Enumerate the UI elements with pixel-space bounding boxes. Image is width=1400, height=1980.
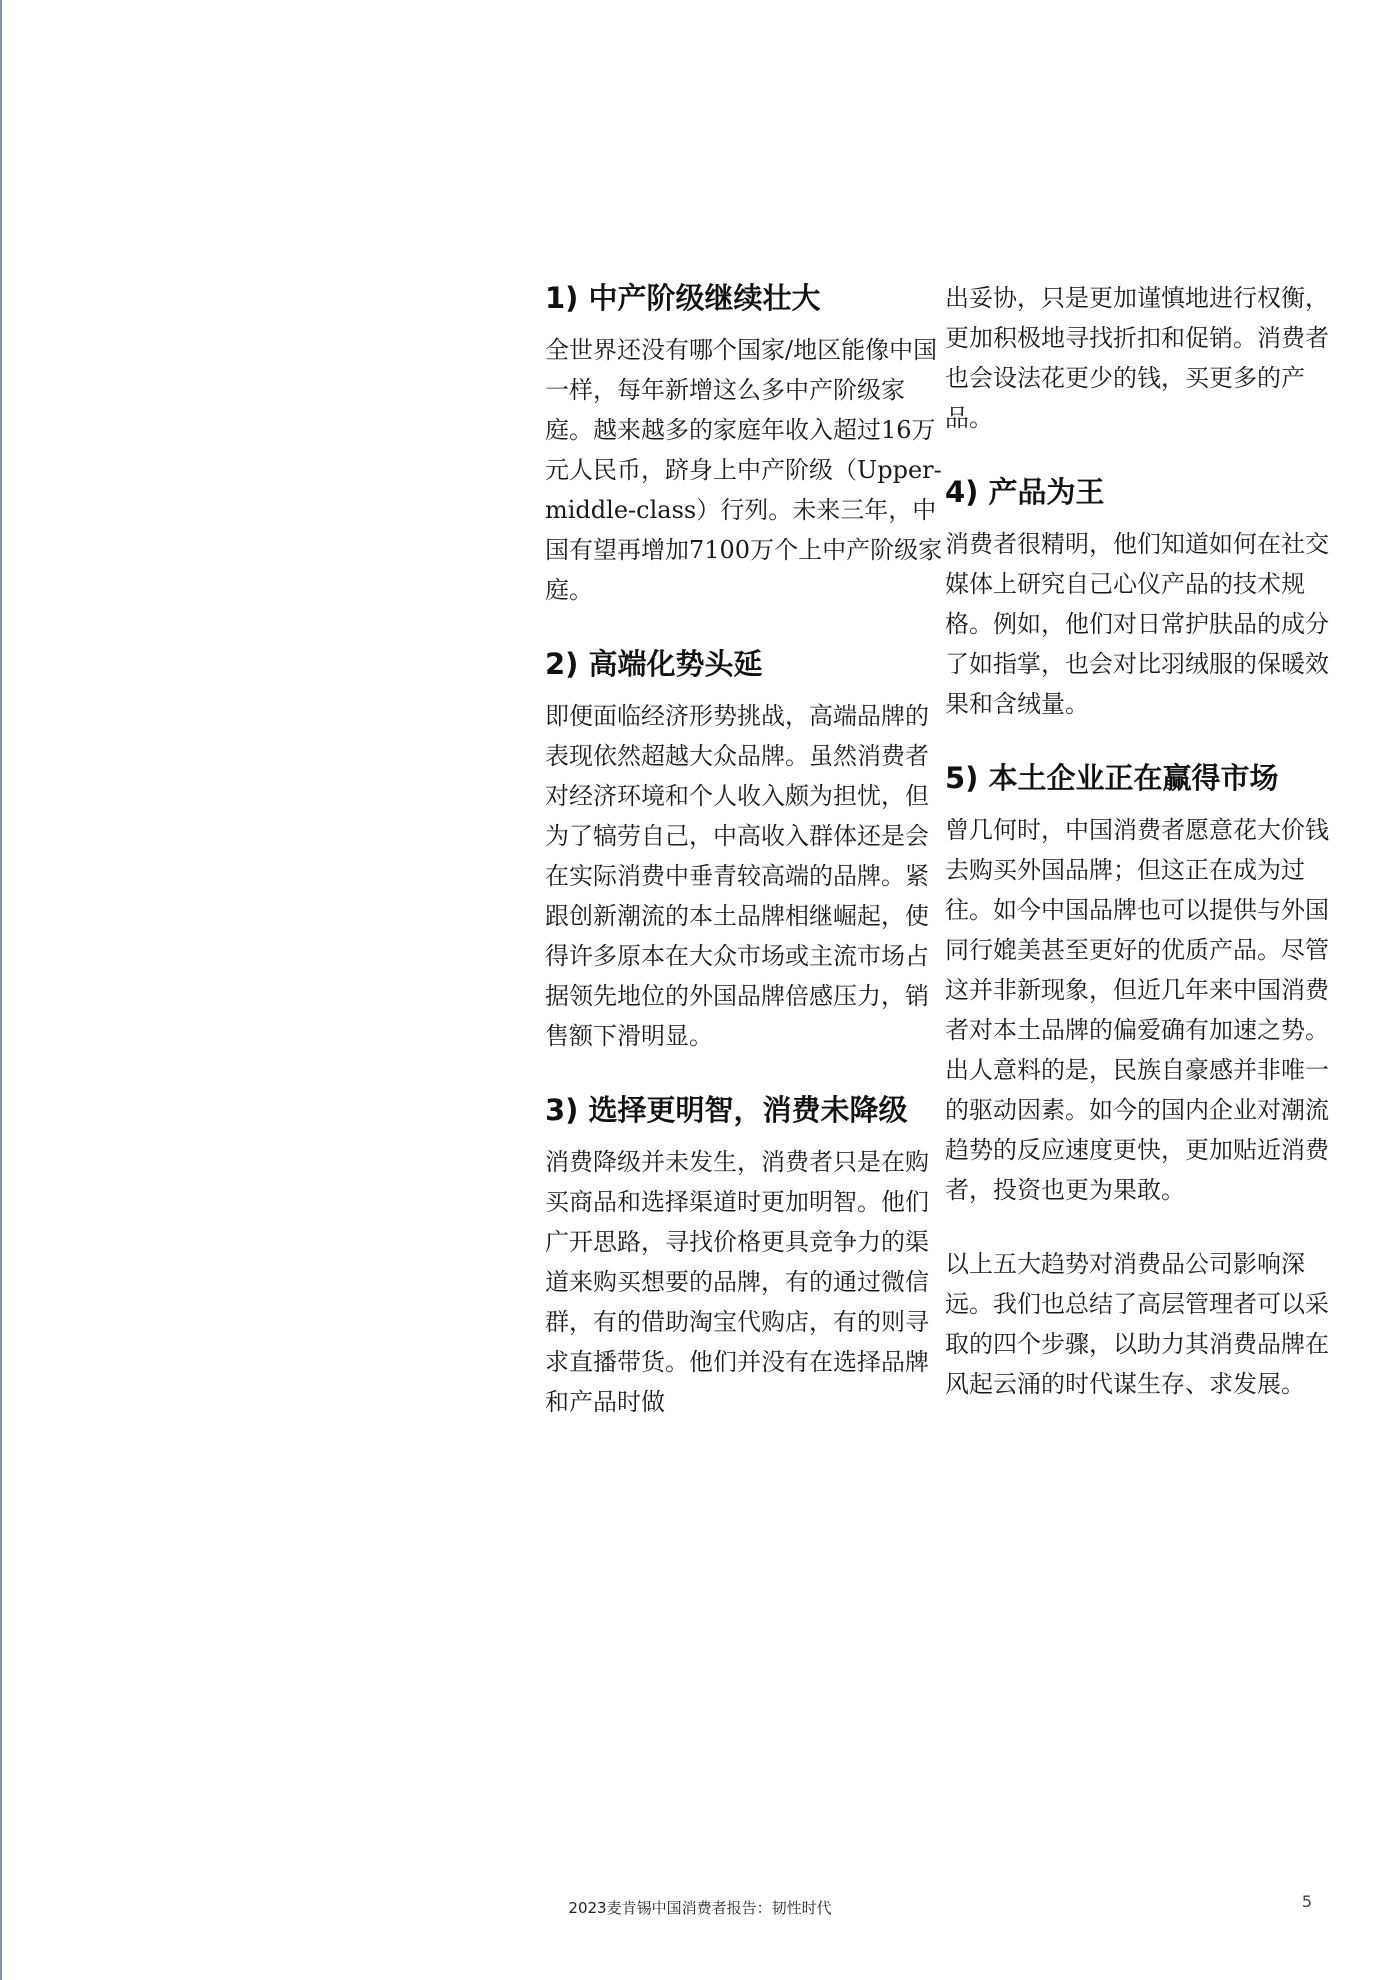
section-5-body: 曾几何时，中国消费者愿意花大价钱去购买外国品牌；但这正在成为过往。如今中国品牌也可以提供与外国同行媲美甚至更好的优质产品。尽管这并非新现象，但近几年来中国消费者对本土品牌的偏爱确有加速之势。出人意料的是，民族自豪感并非唯一的驱动因素。如今的国内企业对潮流趋势的反应速度更快，更加贴近消费者，投资也更为果敢。 [945, 816, 1329, 1204]
section-2-body: 即便面临经济形势挑战，高端品牌的表现依然超越大众品牌。虽然消费者对经济环境和个人收入颇为担忧，但为了犒劳自己，中高收入群体还是会在实际消费中垂青较高端的品牌。紧跟创新潮流的本土品牌相继崛起，使得许多原本在大众市场或主流市场占据领先地位的外国品牌倍感压力，销售额下滑明显。 [545, 702, 929, 1050]
left-column [545, 278, 945, 1456]
section-3-body: 消费降级并未发生，消费者只是在购买商品和选择渠道时更加明智。他们广开思路，寻找价格更具竞争力的渠道来购买想要的品牌，有的通过微信群，有的借助淘宝代购店，有的则寻求直播带货。他们并没有在选择品牌和产品时做 [545, 1148, 929, 1416]
section-4-heading: 4) 产品为王 [945, 475, 1105, 509]
section-4-body: 消费者很精明，他们知道如何在社交媒体上研究自己心仪产品的技术规格。例如，他们对日常护肤品的成分了如指掌，也会对比羽绒服的保暖效果和含绒量。 [945, 530, 1329, 718]
page-number: 5 [1301, 1892, 1312, 1911]
right-column [945, 278, 1335, 1438]
page-edge-rule [0, 0, 2, 1980]
footer-report-title: 2023麦肯锡中国消费者报告：韧性时代 [568, 1899, 832, 1917]
closing-paragraph: 以上五大趋势对消费品公司影响深远。我们也总结了高层管理者可以采取的四个步骤，以助力其消费品牌在风起云涌的时代谋生存、求发展。 [945, 1250, 1329, 1398]
section-3-continuation: 出妥协，只是更加谨慎地进行权衡，更加积极地寻找折扣和促销。消费者也会设法花更少的钱，买更多的产品。 [945, 284, 1329, 432]
section-2-heading: 2) 高端化势头延 [545, 647, 763, 681]
section-1-heading: 1) 中产阶级继续壮大 [545, 281, 821, 315]
section-5-heading: 5) 本土企业正在赢得市场 [945, 761, 1279, 795]
section-3-heading: 3) 选择更明智，消费未降级 [545, 1093, 908, 1127]
section-1-body: 全世界还没有哪个国家/地区能像中国一样，每年新增这么多中产阶级家庭。越来越多的家庭年收入超过16万元人民币，跻身上中产阶级（Upper-middle-class）行列。未来三年，中国有望再增加7100万个上中产阶级家庭。 [545, 336, 943, 604]
